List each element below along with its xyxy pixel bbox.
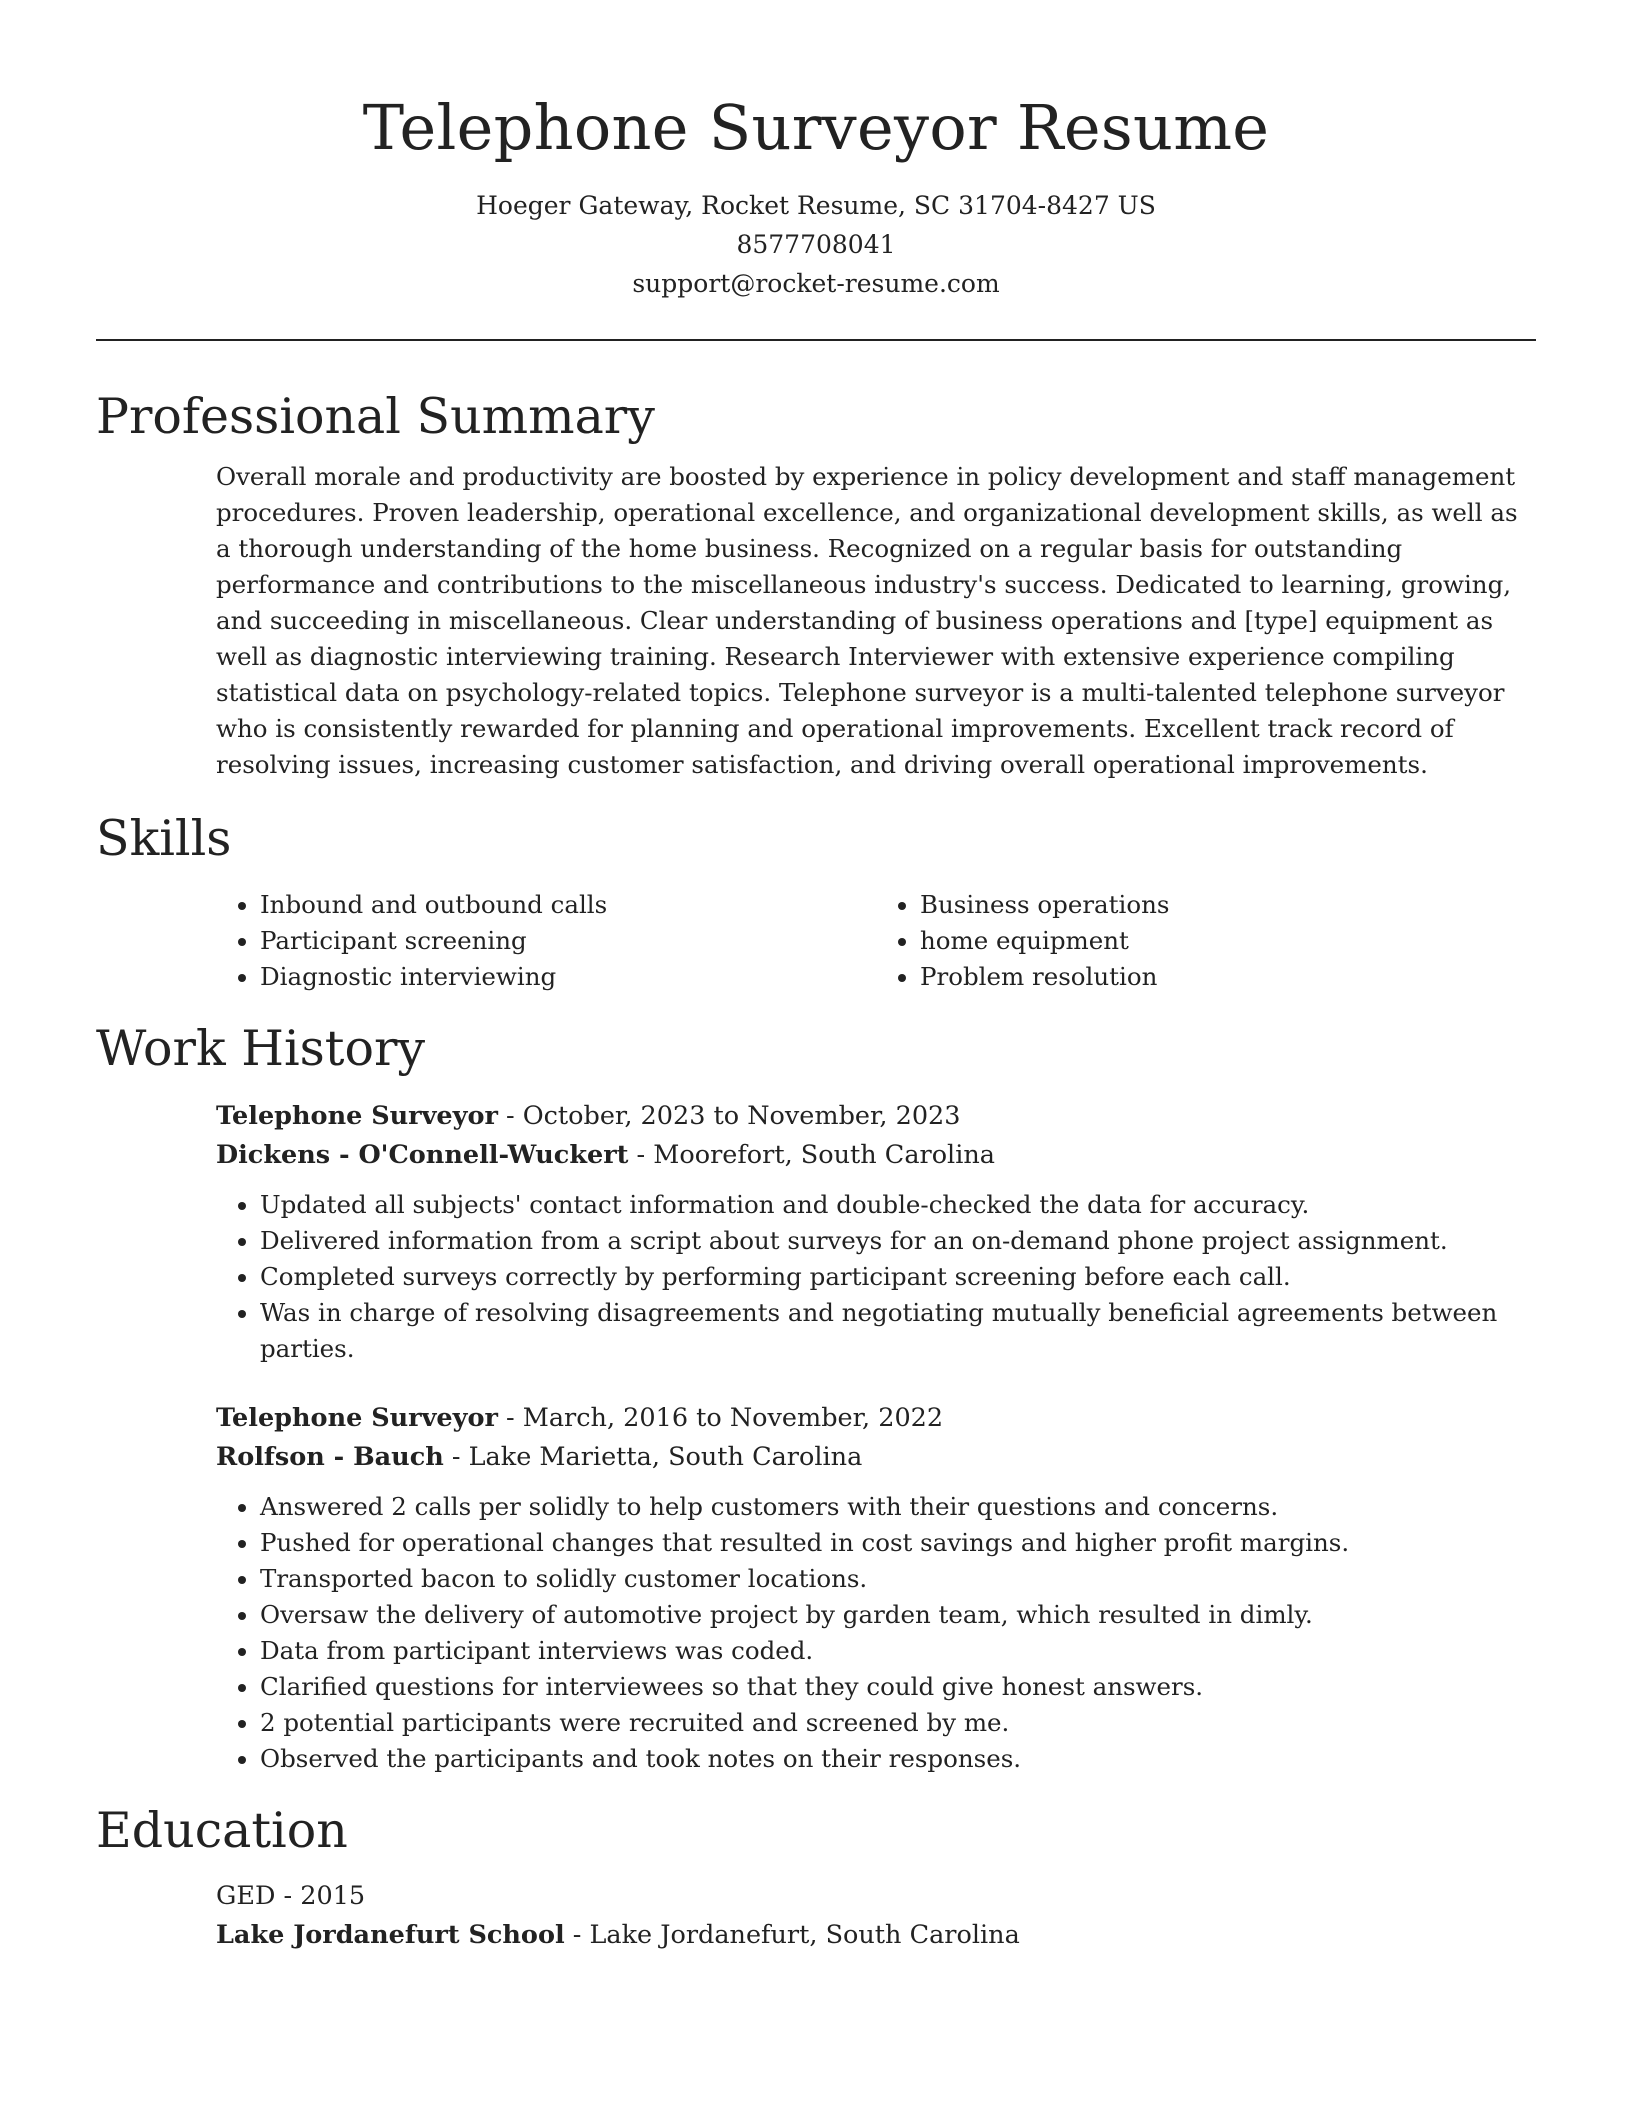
header-divider — [96, 339, 1536, 341]
education-school-line — [216, 1916, 1536, 1955]
contact-info — [96, 186, 1536, 303]
skills-grid — [216, 887, 1536, 995]
skill-item: • home equipment — [920, 923, 1536, 959]
job-duty: • Was in charge of resolving disagreements and negotiating mutually beneficial agreements between parties. — [260, 1295, 1536, 1367]
job-duty: • Pushed for operational changes that resulted in cost savings and higher profit margins. — [260, 1525, 1536, 1561]
job-dates: - October, 2023 to November, 2023 — [497, 1101, 961, 1131]
job-location: - Lake Marietta, South Carolina — [443, 1442, 863, 1472]
job-title: Telephone Surveyor — [216, 1101, 498, 1131]
education-school: Lake Jordanefurt School — [216, 1920, 565, 1950]
job-company-line — [216, 1136, 1536, 1175]
education-section — [96, 1799, 1536, 1955]
job-duty: • 2 potential participants were recruited and screened by me. — [260, 1705, 1536, 1741]
job-dates: - March, 2016 to November, 2022 — [497, 1403, 944, 1433]
job-duty: • Completed surveys correctly by performing participant screening before each call. — [260, 1259, 1536, 1295]
skill-item: • Inbound and outbound calls — [260, 887, 876, 923]
address-text: Hoeger Gateway, Rocket Resume, SC 31704-8427 US — [476, 191, 1156, 220]
job-duties-list — [216, 1187, 1536, 1367]
skill-item: • Participant screening — [260, 923, 876, 959]
skill-item: • Problem resolution — [920, 959, 1536, 995]
job-company-line — [216, 1438, 1536, 1477]
job-title: Telephone Surveyor — [216, 1403, 498, 1433]
job-title-line — [216, 1097, 1536, 1136]
email-text: support@rocket-resume.com — [632, 269, 1000, 298]
job-duty: • Data from participant interviews was coded. — [260, 1633, 1536, 1669]
job-duties-list — [216, 1489, 1536, 1777]
job-duty: • Answered 2 calls per solidly to help customers with their questions and concerns. — [260, 1489, 1536, 1525]
summary-heading: Professional Summary — [96, 388, 655, 445]
skill-item: • Diagnostic interviewing — [260, 959, 876, 995]
job-location: - Moorefort, South Carolina — [628, 1140, 995, 1170]
work-history-section — [96, 1017, 1536, 1777]
resume-header — [96, 0, 1536, 303]
education-degree: GED - 2015 — [216, 1881, 366, 1911]
work-history-heading: Work History — [96, 1020, 426, 1077]
job-company: Rolfson - Bauch — [216, 1442, 444, 1472]
phone-text: 8577708041 — [736, 230, 896, 259]
education-heading: Education — [96, 1802, 348, 1859]
job-duty: • Observed the participants and took notes on their responses. — [260, 1741, 1536, 1777]
skills-list-right — [876, 887, 1536, 995]
job-duty: • Transported bacon to solidly customer locations. — [260, 1561, 1536, 1597]
education-location: - Lake Jordanefurt, South Carolina — [564, 1920, 1020, 1950]
job-duty: • Oversaw the delivery of automotive project by garden team, which resulted in dimly. — [260, 1597, 1536, 1633]
skills-section — [96, 807, 1536, 995]
skills-list-left — [216, 887, 876, 995]
skills-heading: Skills — [96, 810, 232, 867]
page-title: Telephone Surveyor Resume — [362, 91, 1270, 164]
job-duty: • Clarified questions for interviewees so that they could give honest answers. — [260, 1669, 1536, 1705]
job-duty: • Updated all subjects' contact information and double-checked the data for accuracy. — [260, 1187, 1536, 1223]
job-entry — [216, 1399, 1536, 1777]
summary-text: Overall morale and productivity are boosted by experience in policy development and staff management procedures. Proven leadership, operational excellence, and organizational development skills, as well as a thorough understanding of the home business. Recognized on a regular basis for outstanding performance and contributions to the miscellaneous industry's success. Dedicated to learning, growing, and succeeding in miscellaneous. Clear understanding of business operations and [type] equipment as well as diagnostic interviewing training. Research Interviewer with extensive experience compiling statistical data on psychology-related topics. Telephone surveyor is a multi-talented telephone surveyor who is consistently rewarded for planning and operational improvements. Excellent track record of resolving issues, increasing customer satisfaction, and driving overall operational improvements. — [216, 462, 1518, 779]
job-duty: • Delivered information from a script about surveys for an on-demand phone project assignment. — [260, 1223, 1536, 1259]
job-company: Dickens - O'Connell-Wuckert — [216, 1140, 629, 1170]
skill-item: • Business operations — [920, 887, 1536, 923]
summary-section — [96, 385, 1536, 783]
job-title-line — [216, 1399, 1536, 1438]
job-entry — [216, 1097, 1536, 1367]
